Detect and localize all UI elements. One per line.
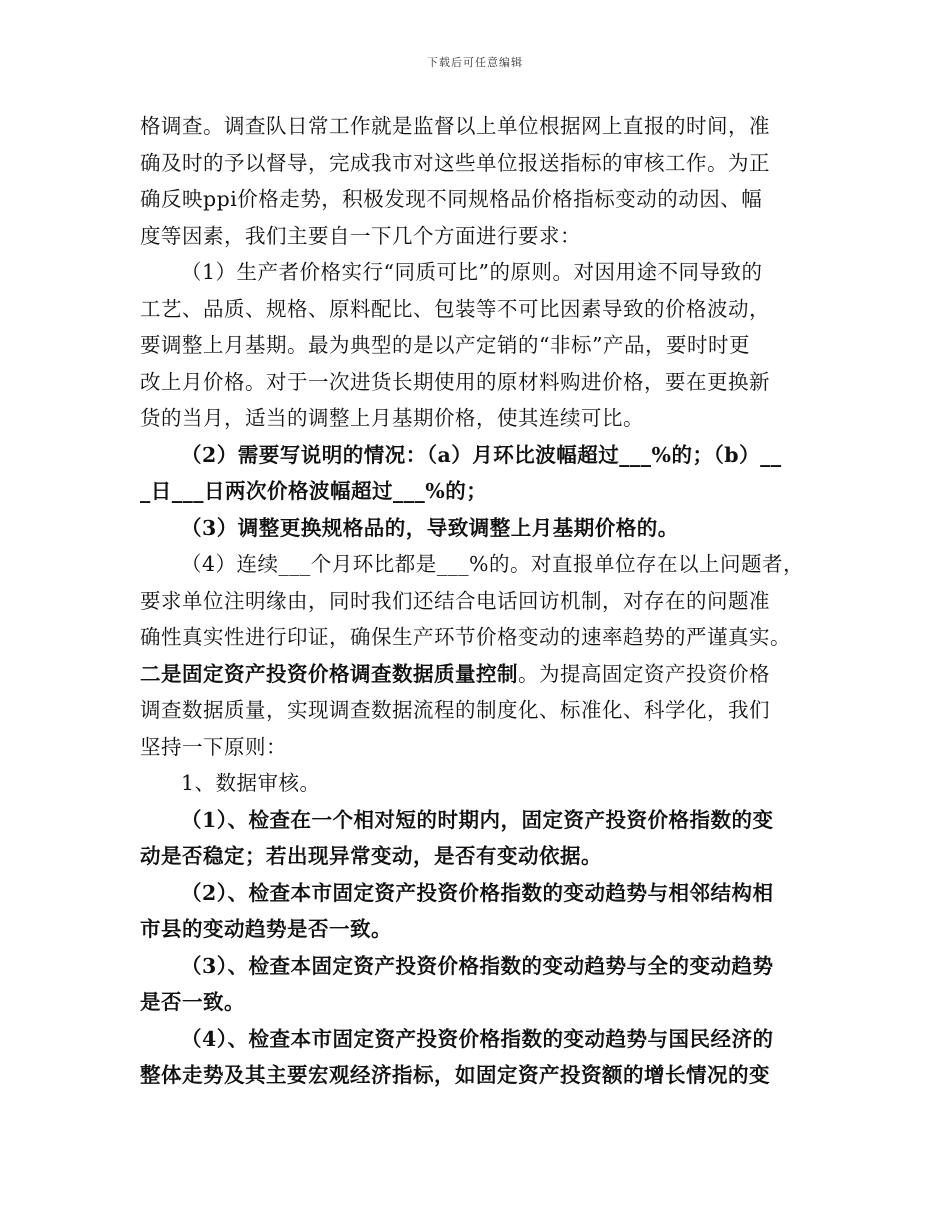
text-line: _日___日两次价格波幅超过___%的； [140,479,488,503]
text-line: 确及时的予以督导，完成我市对这些单位报送指标的审核工作。为正 [140,150,770,175]
text-line: 要调整上月基期。最为典型的是以产定销的“非标”产品，要时时更 [140,333,750,357]
text-line: （1）生产者价格实行“同质可比”的原则。对因用途不同导致的 [181,260,763,284]
text-line: 改上月价格。对于一次进货长期使用的原材料购进价格，要在更换新 [140,369,770,394]
text-line: （4）、检查本市固定资产投资价格指数的变动趋势与国民经济的 [181,1026,774,1051]
text-line: 调查数据质量，实现调查数据流程的制度化、标准化、科学化，我们 [140,698,770,722]
text-line [140,656,812,693]
text-line: （3）、检查本固定资产投资价格指数的变动趋势与全的变动趋势 [181,953,774,978]
document-body [140,108,812,1094]
text-line: 货的当月，适当的调整上月基期价格，使其连续可比。 [140,406,644,430]
text-line: 坚持一下原则： [140,734,287,759]
text-line: 确性真实性进行印证，确保生产环节价格变动的速率趋势的严谨真实。 [140,625,791,649]
text-line: 市县的变动趋势是否一致。 [140,917,392,941]
text-line: （1）、检查在一个相对短的时期内，固定资产投资价格指数的变 [181,807,774,832]
text-line: 是否一致。 [140,990,245,1014]
bold-text-run: 二是固定资产投资价格调查数据质量控制 [140,661,518,686]
text-line: （2）、检查本市固定资产投资价格指数的变动趋势与相邻结构相 [181,880,774,905]
text-line: 要求单位注明缘由，同时我们还结合电话回访机制，对存在的问题准 [140,588,770,613]
text-line: 整体走势及其主要宏观经济指标，如固定资产投资额的增长情况的变 [140,1063,770,1087]
text-line: 度等因素，我们主要自一下几个方面进行要求： [140,223,581,248]
text-line: （3）调整更换规格品的，导致调整上月基期价格的。 [181,515,679,540]
text-line: （4）连续___个月环比都是___%的。对直报单位存在以上问题者， [181,552,805,576]
page-header: 下载后可任意编辑 [427,56,523,69]
text-line: 1、数据审核。 [181,771,321,795]
text-line: 确反映ppi价格走势，积极发现不同规格品价格指标变动的动因、幅 [140,187,763,211]
text-line: （2）需要写说明的情况：（a）月环比波幅超过___%的；（b）__ [181,442,782,467]
text-line: 工艺、品质、规格、原料配比、包装等不可比因素导致的价格波动， [140,296,770,321]
text-line: 动是否稳定；若出现异常变动，是否有变动依据。 [140,844,602,868]
text-line: 格调查。调查队日常工作就是监督以上单位根据网上直报的时间，准 [140,114,770,138]
text-run: 。为提高固定资产投资价格 [518,661,770,686]
